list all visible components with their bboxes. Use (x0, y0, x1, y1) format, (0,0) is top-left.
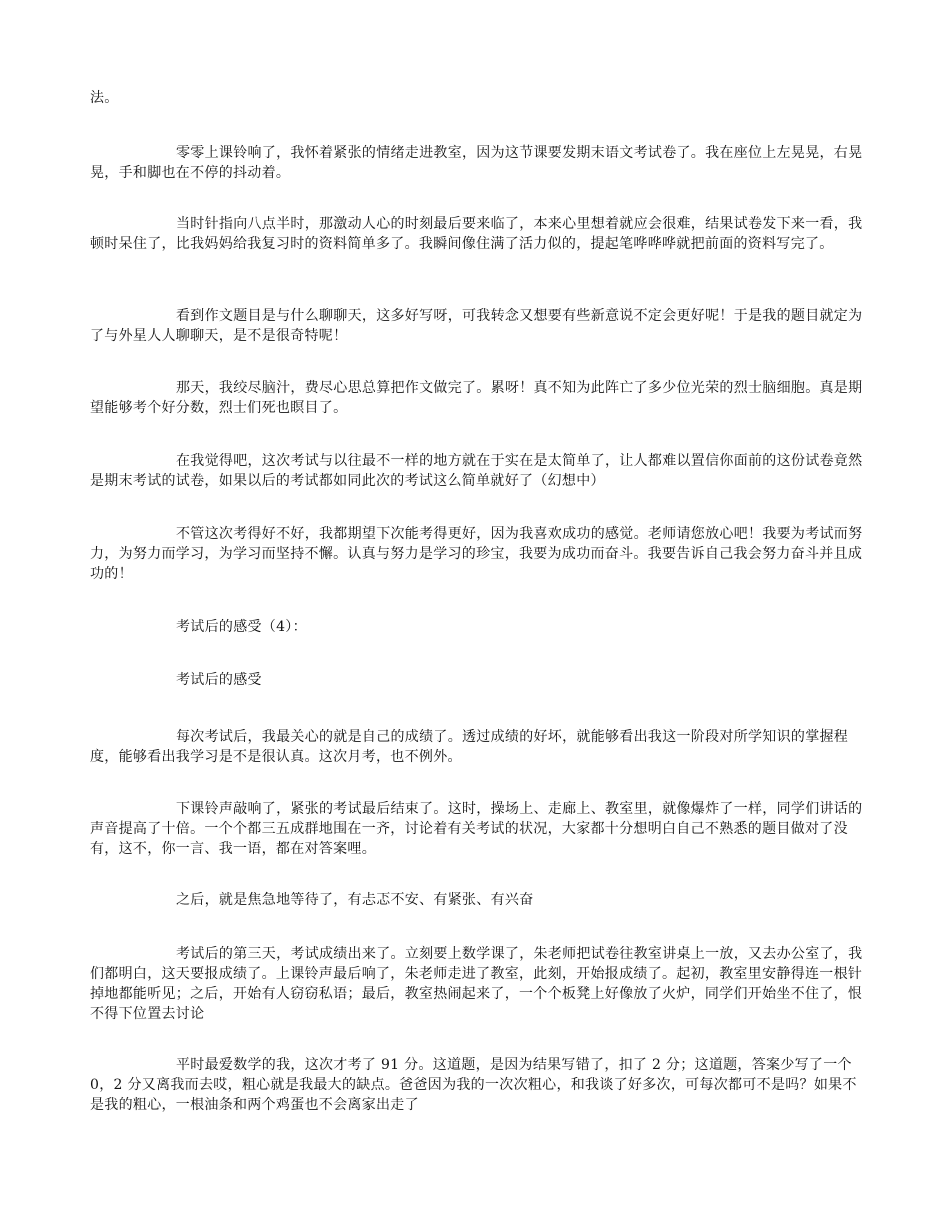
paragraph-0: 法。 (90, 90, 119, 106)
paragraph-11: 之后，就是焦急地等待了，有忐忑不安、有紧张、有兴奋 (176, 892, 534, 908)
section-heading: 考试后的感受（4）： (176, 619, 307, 635)
paragraph-5: 在我觉得吧，这次考试与以往最不一样的地方就在于实在是太简单了，让人都难以置信你面前的这份试卷竟然是期末考试的试卷，如果以后的考试都如同此次的考试这么简单就好了（幻想中） (90, 453, 863, 489)
paragraph-10: 下课铃声敲响了，紧张的考试最后结束了。这时，操场上、走廊上、教室里，就像爆炸了一样，同学们讲话的声音提高了十倍。一个个都三五成群地围在一齐，讨论着有关考试的状况，大家都十分想明白自己不熟悉的题目做对了没有，这不，你一言、我一语，都在对答案哩。 (90, 801, 863, 857)
paragraph-2: 当时针指向八点半时，那激动人心的时刻最后要来临了，本来心里想着就应会很难，结果试卷发下来一看，我顿时呆住了，比我妈妈给我复习时的资料简单多了。我瞬间像住满了活力似的，提起笔哗哗哗就把前面的资料写完了。 (90, 216, 863, 252)
paragraph-1: 零零上课铃响了，我怀着紧张的情绪走进教室，因为这节课要发期末语文考试卷了。我在座位上左晃晃，右晃晃，手和脚也在不停的抖动着。 (90, 145, 863, 181)
paragraph-13: 平时最爱数学的我，这次才考了 91 分。这道题，是因为结果写错了，扣了 2 分；这道题，答案少写了一个 0，2 分又离我而去哎，粗心就是我最大的缺点。爸爸因为我的一次次粗心，和我谈了好多次，可每次都可不是吗？如果不是我的粗心，一根油条和两个鸡蛋也不会离家出走了 (90, 1057, 857, 1113)
paragraph-6: 不管这次考得好不好，我都期望下次能考得更好，因为我喜欢成功的感觉。老师请您放心吧！我要为考试而努力，为努力而学习，为学习而坚持不懈。认真与努力是学习的珍宝，我要为成功而奋斗。我要告诉自己我会努力奋斗并且成功的！ (90, 526, 863, 582)
paragraph-3: 看到作文题目是与什么聊聊天，这多好写呀，可我转念又想要有些新意说不定会更好呢！于是我的题目就定为了与外星人人聊聊天，是不是很奇特呢！ (90, 308, 863, 344)
paragraph-9: 每次考试后，我最关心的就是自己的成绩了。透过成绩的好坏，就能够看出我这一阶段对所学知识的掌握程度，能够看出我学习是不是很认真。这次月考，也不例外。 (90, 729, 849, 765)
section-subtitle: 考试后的感受 (176, 672, 262, 688)
paragraph-12: 考试后的第三天，考试成绩出来了。立刻要上数学课了，朱老师把试卷往教室讲桌上一放，又去办公室了，我们都明白，这天要报成绩了。上课铃声最后响了，朱老师走进了教室，此刻，开始报成绩了。起初，教室里安静得连一根针掉地都能听见；之后，开始有人窃窃私语；最后，教室热闹起来了，一个个板凳上好像放了火炉，同学们开始坐不住了，恨不得下位置去讨论 (90, 946, 863, 1022)
paragraph-4: 那天，我绞尽脑汁，费尽心思总算把作文做完了。累呀！真不知为此阵亡了多少位光荣的烈士脑细胞。真是期望能够考个好分数，烈士们死也瞑目了。 (90, 380, 863, 416)
